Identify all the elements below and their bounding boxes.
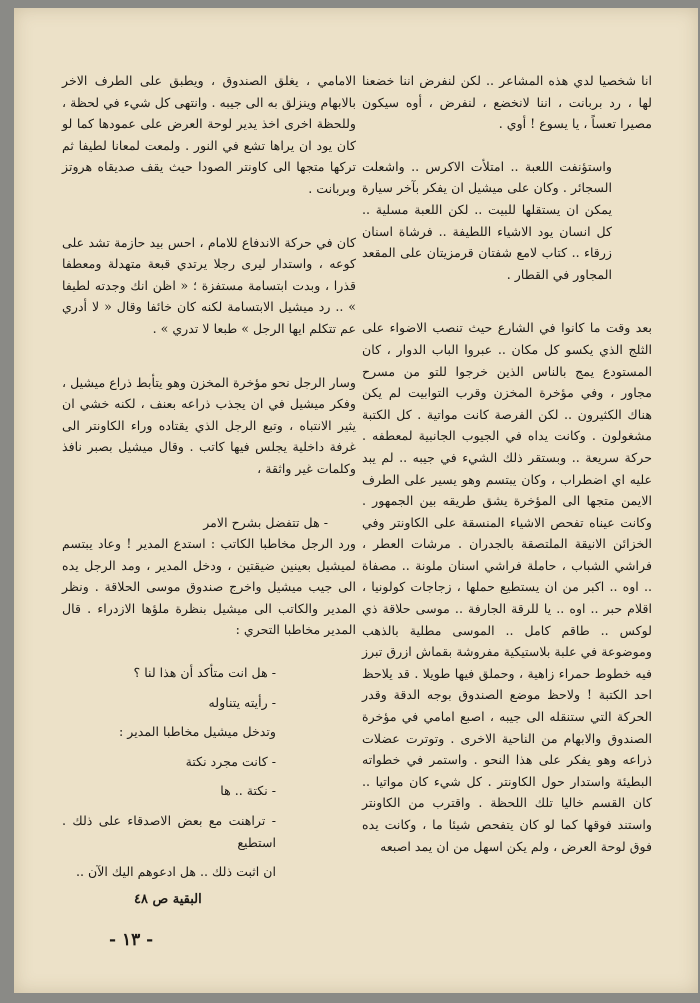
magazine-page [14,8,698,993]
dialogue-line: ان اثبت ذلك .. هل ادعوهم اليك الآن .. [75,864,276,880]
dialogue-line: - نكتة .. ها [220,783,276,799]
paragraph: انا شخصيا لدي هذه المشاعر .. لكن لنفرض اننا خضعنا لها ، رد بربانت ، اننا لانخضع ، لنفرض ، أوه سيكون مصيرا تعساً ، يا يسوع ! أوي . [362,73,652,132]
right-column [362,70,652,857]
paragraph: كان في حركة الاندفاع للامام ، احس بيد حازمة تشد على كوعه ، واستدار ليرى رجلا يرتدي قبعة متهدلة ومعطفا قذرا ، وبدت ابتسامة مستفزة ؛ « اظن انك وجدته لطيفا » .. رد ميشيل الابتسامة لكنه كان خائفا وقال « لا أدري عم تتكلم ايها الرجل » طبعا لا تدري » . [62,234,356,336]
paragraph: الامامي ، يغلق الصندوق ، ويطبق على الطرف الاخر بالابهام وينزلق به الى جيبه . وانتهى كل شيء في لحظة ، وللحظة اخرى اخذ يدير لوحة العرض على عمودها كما لو كان يود ان يراها تشع في النور . ولمعت لمعانا لطيفا ثم تركها متجها الى كاونتر الصودا حيث يقف صديقاه هروتز وبربانت . [62,73,356,196]
paragraph: بعد وقت ما كانوا في الشارع حيث تنصب الاضواء على الثلج الذي يكسو كل مكان .. عبروا الباب الدوار ، كان المستودع يمج بالناس الذين خرجوا للتو من مسرح مجاور ، وفي مؤخرة المخزن وقرب التوابيت لم يكن هناك الكثيرون .. لكن الفرصة كانت مواتية . كل الكتبة مشغولون . وكانت يداه في الجيوب الجانبية لمعطفه . حركة سريعة .. وبستقر ذلك الشيء في جيبه .. لم يبد عليه اي اضطراب ، وكان يبتسم وهو يسير على الطرف الايمن متجها الى المؤخرة يشق طريقه بين الجمهور . وكانت عيناه تفحص الاشياء المنسقة على الكاونتر وفي الخزائن الانيقة الملتصقة بالجدران . مرشات العطر ، فراشي الشباب ، حاملة فراشي اسنان ملونة .. مصفاة .. اوه .. اكبر من ان يستطيع حملها ، زجاجات كولونيا ، اقلام حبر .. اوه .. يا للرقة الجارفة .. موسى حلاقة ذي لوكس .. طاقم كامل .. الموسى مطلية بالذهب وموضوعة في علبة بلاستيكية مفروشة بقماش ازرق تبرز فيه خطوط حمراء زاهية ، وحملق فيها طويلا . قد يلاحظ احد الكتبة ! ولاحظ موضع الصندوق بوجه الدقة وقدر الحركة التي ستنقله الى جيبه ، اصبع امامي في مؤخرة الصندوق والابهام من الناحية الاخرى . وتوترت عضلات ذراعه وهو يفكر على هذا النحو . واستمر في خطواته البطيئة واستدار حول الكاونتر . كل شيء كان مواتيا .. كان القسم خاليا تلك اللحظة . واقترب من الكاونتر واستند فوقها كما لو كان يتفحص شيئا ما ، وكانت يده فوق لوحة العرض ، ولم يكن اسهل من ان يمد اصبعه [362,320,652,854]
dialogue-line: - كانت مجرد نكتة [185,753,276,769]
dialogue-line: - هل انت متأكد أن هذا لنا ؟ [133,665,276,681]
left-column [62,70,356,883]
dialogue-line: - هل تتفضل بشرح الامر [203,514,328,530]
paragraph: وسار الرجل نحو مؤخرة المخزن وهو يتأبط ذراع ميشيل ، وفكر ميشيل في ان يجذب ذراعه بعنف ، لكنه خشي ان يثير الانتباه ، وتبع الرجل الذي يقتاده وراء الكاونتر الى غرفة داخلية يجلس فيها كاتب . وقال ميشيل بصبر نافذ وكلمات غير واثقة ، [62,374,356,476]
continuation-note: البقية ص ٤٨ [134,892,202,907]
dialogue-line: - رأيته يتناوله [208,694,276,710]
dialogue-line: وتدخل ميشيل مخاطبا المدير : [119,724,276,740]
paragraph: ورد الرجل مخاطبا الكاتب : استدع المدير ! وعاد يبتسم لميشيل بعينين ضيقتين ، ودخل المدير ، ومد الرجل يده الى جيب ميشيل واخرج صندوق موسى الحلاقة . ونظر المدير والكاتب الى ميشيل بنظرة ملؤها الازدراء . قال المدير مخاطبا التحري : [62,536,356,638]
paragraph: واستؤنفت اللعبة .. امتلأت الاكرس .. واشعلت السجائر . وكان على ميشيل ان يفكر بآخر سيارة يمكن ان يستقلها للبيت .. لكن اللعبة مسلية .. كل انسان يود الاشياء اللطيفة .. فرشاة اسنان زرقاء .. كتاب لامع شفتان قرمزيتان على المقعد المجاور في القطار . [362,158,612,282]
dialogue-line: - تراهنت مع بعض الاصدقاء على ذلك . استطيع [62,813,276,850]
page-number: - ١٣ - [109,930,154,950]
